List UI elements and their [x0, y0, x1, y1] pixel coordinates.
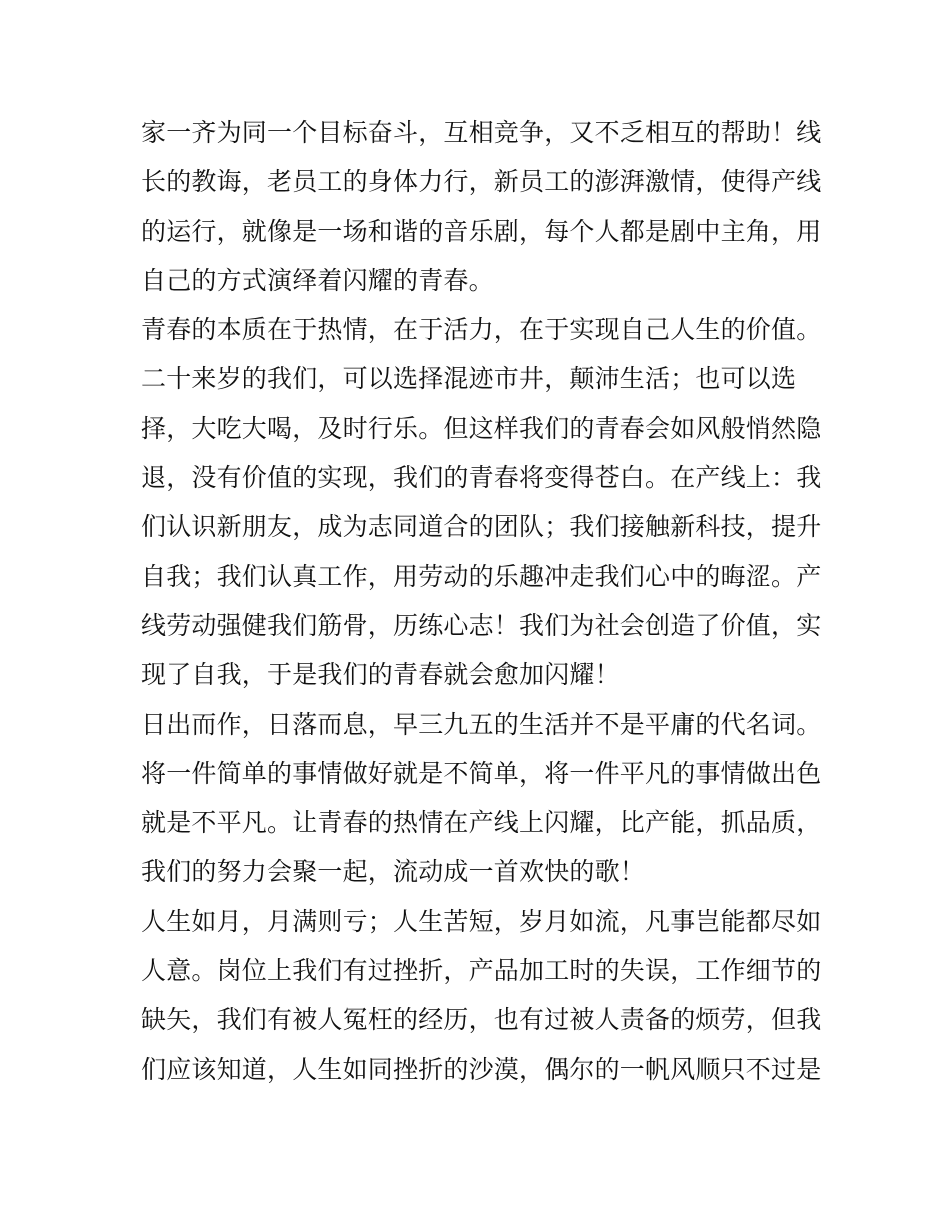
- document-body: [141, 108, 821, 1094]
- text-line: 现了自我，于是我们的青春就会愈加闪耀！: [141, 660, 620, 690]
- text-line: 青春的本质在于热情，在于活力，在于实现自己人生的价值。: [141, 315, 822, 345]
- text-line: 我们的努力会聚一起，流动成一首欢快的歌！: [141, 857, 646, 887]
- text-line: 日出而作，日落而息，早三九五的生活并不是平庸的代名词。: [141, 709, 822, 739]
- text-line: 线劳动强健我们筋骨，历练心志！我们为社会创造了价值，实: [141, 610, 822, 640]
- text-line: 们应该知道，人生如同挫折的沙漠，偶尔的一帆风顺只不过是: [141, 1054, 822, 1084]
- text-line: 择，大吃大喝，及时行乐。但这样我们的青春会如风般悄然隐: [141, 413, 822, 443]
- text-line: 二十来岁的我们，可以选择混迹市井，颠沛生活；也可以选: [141, 364, 797, 394]
- text-line: 就是不平凡。让青春的热情在产线上闪耀，比产能，抓品质，: [141, 808, 822, 838]
- text-line: 的运行，就像是一场和谐的音乐剧，每个人都是剧中主角，用: [141, 216, 822, 246]
- text-line: 将一件简单的事情做好就是不简单，将一件平凡的事情做出色: [141, 758, 822, 788]
- text-line: 缺矢，我们有被人冤枉的经历，也有过被人责备的烦劳，但我: [141, 1005, 822, 1035]
- text-line: 长的教诲，老员工的身体力行，新员工的澎湃激情，使得产线: [141, 167, 822, 197]
- text-line: 自己的方式演绎着闪耀的青春。: [141, 265, 494, 295]
- text-line: 家一齐为同一个目标奋斗，互相竞争，又不乏相互的帮助！线: [141, 118, 822, 147]
- text-line: 自我；我们认真工作，用劳动的乐趣冲走我们心中的晦涩。产: [141, 561, 822, 591]
- text-line: 退，没有价值的实现，我们的青春将变得苍白。在产线上：我: [141, 463, 822, 493]
- text-line: 人意。岗位上我们有过挫折，产品加工时的失误，工作细节的: [141, 956, 822, 986]
- text-line: 们认识新朋友，成为志同道合的团队；我们接触新科技，提升: [141, 512, 822, 542]
- text-line: 人生如月，月满则亏；人生苦短，岁月如流，凡事岂能都尽如: [141, 906, 822, 936]
